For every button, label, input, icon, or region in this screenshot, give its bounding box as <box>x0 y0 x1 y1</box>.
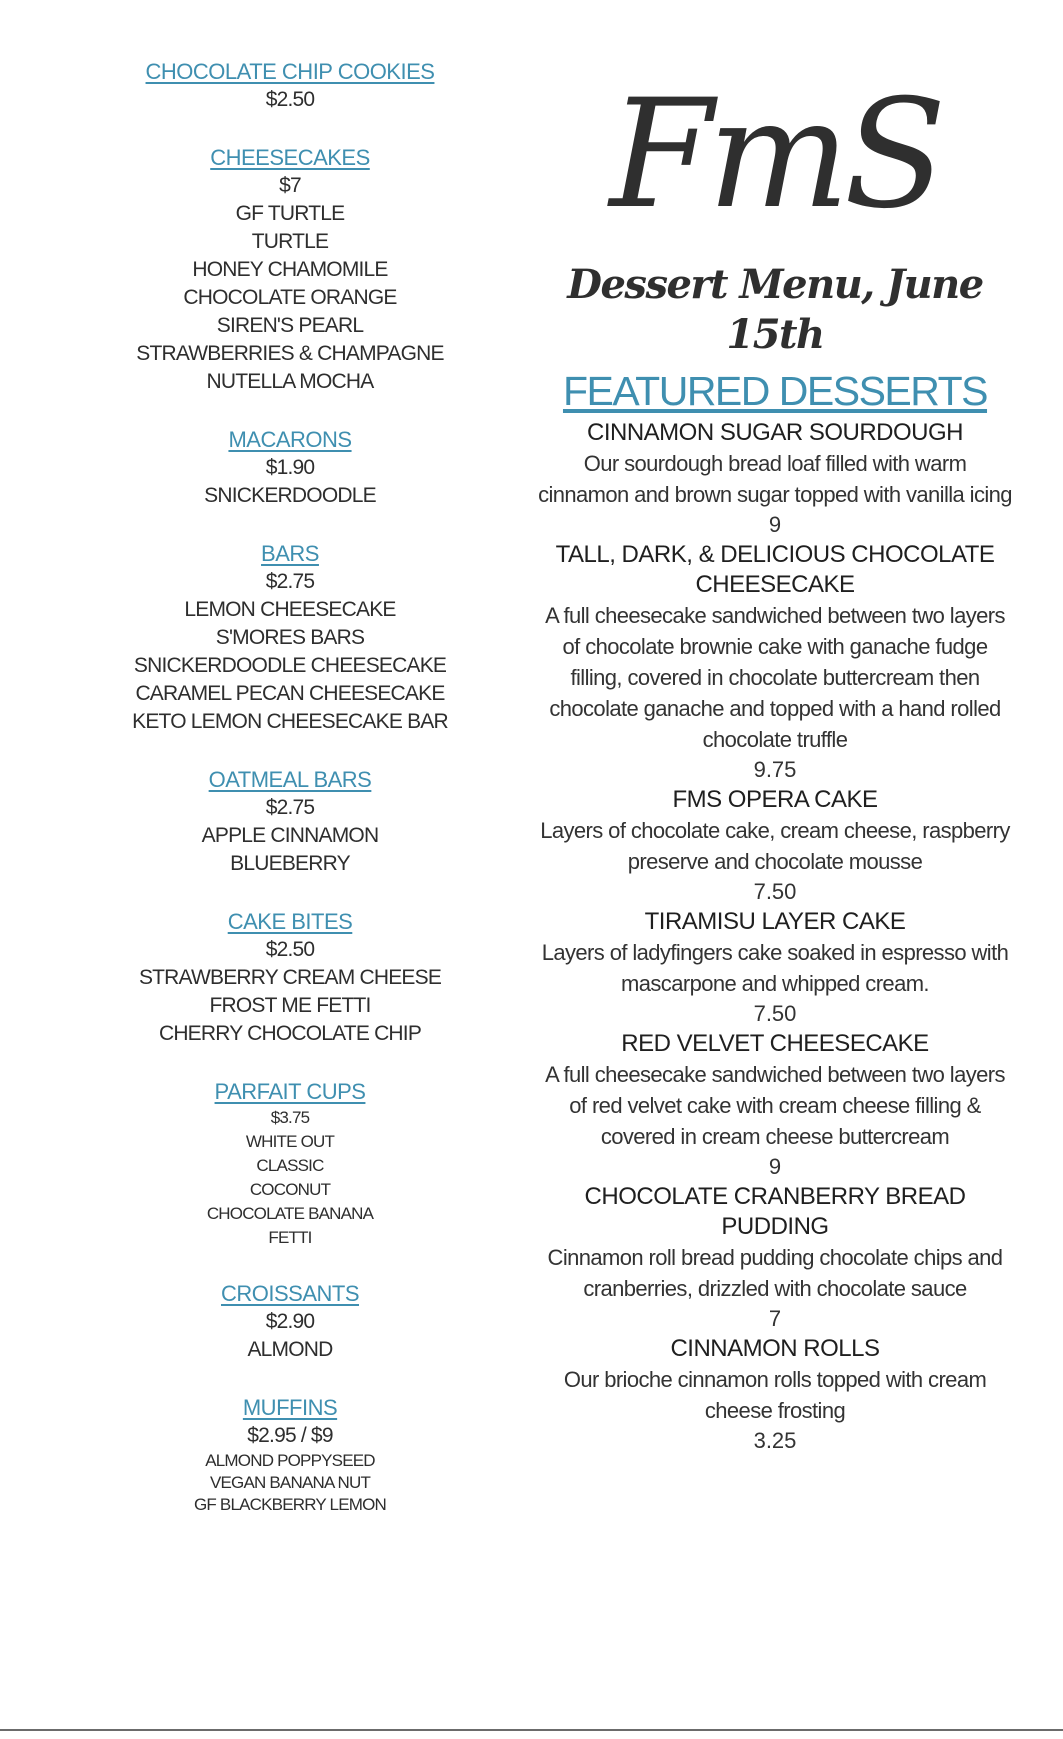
section-item: SIREN'S PEARL <box>216 314 364 337</box>
section-item: ALMOND <box>247 1338 333 1361</box>
section-item: APPLE CINNAMON <box>201 824 379 847</box>
section-item: FROST ME FETTI <box>209 994 371 1017</box>
section-title: CROISSANTS <box>220 1281 360 1306</box>
right-menu-column <box>535 70 1015 1456</box>
section-item: STRAWBERRIES & CHAMPAGNE <box>136 342 444 365</box>
section-item: TURTLE <box>251 230 329 253</box>
section-item: CARAMEL PECAN CHEESECAKE <box>135 682 445 705</box>
section-title: MACARONS <box>228 427 352 452</box>
menu-section <box>100 1394 480 1516</box>
page-bottom-border <box>0 1729 1063 1731</box>
menu-section <box>100 540 480 736</box>
dessert-price: 3.25 <box>753 1428 797 1453</box>
section-item: KETO LEMON CHEESECAKE BAR <box>132 710 448 733</box>
section-item: COCONUT <box>249 1180 331 1199</box>
dessert-description: Cinnamon roll bread pudding chocolate chips and cranberries, drizzled with chocolate sauce <box>547 1245 1003 1301</box>
section-title: CAKE BITES <box>227 909 353 934</box>
section-item: VEGAN BANANA NUT <box>209 1473 371 1492</box>
section-title: CHOCOLATE CHIP COOKIES <box>145 59 435 84</box>
dessert-price: 7.50 <box>753 1001 797 1026</box>
menu-subtitle: Dessert Menu, June 15th <box>567 261 983 358</box>
featured-dessert <box>535 785 1015 907</box>
dessert-description: A full cheesecake sandwiched between two layers of red velvet cake with cream cheese filling & covered in cream cheese buttercream <box>545 1062 1005 1149</box>
section-price: $3.75 <box>270 1108 310 1127</box>
dessert-name: FMS OPERA CAKE <box>672 786 878 813</box>
section-price: $2.50 <box>265 88 315 111</box>
section-item: NUTELLA MOCHA <box>206 370 374 393</box>
menu-section <box>100 908 480 1048</box>
section-price: $2.75 <box>265 570 315 593</box>
section-item: ALMOND POPPYSEED <box>205 1451 375 1470</box>
section-item: GF TURTLE <box>235 202 345 225</box>
featured-desserts-list <box>535 418 1015 1456</box>
featured-dessert <box>535 1182 1015 1334</box>
dessert-description: Our sourdough bread loaf filled with warm cinnamon and brown sugar topped with vanilla icing <box>538 451 1012 507</box>
section-item: S'MORES BARS <box>215 626 365 649</box>
dessert-name: CINNAMON SUGAR SOURDOUGH <box>586 419 964 446</box>
featured-dessert <box>535 1029 1015 1182</box>
dessert-price: 7.50 <box>753 879 797 904</box>
section-title: MUFFINS <box>242 1395 338 1420</box>
dessert-price: 7 <box>768 1306 782 1331</box>
menu-section <box>100 58 480 114</box>
dessert-name: TIRAMISU LAYER CAKE <box>644 908 906 935</box>
section-item: GF BLACKBERRY LEMON <box>193 1495 386 1514</box>
menu-section <box>100 426 480 510</box>
section-item: CHOCOLATE BANANA <box>206 1204 374 1223</box>
menu-section <box>100 1280 480 1364</box>
section-item: CLASSIC <box>256 1156 324 1175</box>
dessert-name: CINNAMON ROLLS <box>670 1335 880 1362</box>
featured-dessert <box>535 418 1015 540</box>
section-title: BARS <box>261 541 319 566</box>
section-item: HONEY CHAMOMILE <box>192 258 388 281</box>
dessert-price: 9 <box>768 512 782 537</box>
dessert-name: TALL, DARK, & DELICIOUS CHOCOLATE CHEESECAKE <box>555 541 995 598</box>
featured-dessert <box>535 540 1015 785</box>
section-title: PARFAIT CUPS <box>214 1079 366 1104</box>
dessert-description: Layers of ladyfingers cake soaked in espresso with mascarpone and whipped cream. <box>541 940 1009 996</box>
dessert-description: Our brioche cinnamon rolls topped with cream cheese frosting <box>563 1367 987 1423</box>
featured-dessert <box>535 907 1015 1029</box>
section-item: STRAWBERRY CREAM CHEESE <box>138 966 442 989</box>
section-price: $2.95 / $9 <box>247 1424 333 1447</box>
fms-logo: FmS <box>609 68 941 242</box>
featured-desserts-heading: FEATURED DESSERTS <box>562 368 988 414</box>
section-price: $1.90 <box>265 456 315 479</box>
dessert-name: CHOCOLATE CRANBERRY BREAD PUDDING <box>584 1183 966 1240</box>
section-title: OATMEAL BARS <box>208 767 372 792</box>
dessert-description: A full cheesecake sandwiched between two layers of chocolate brownie cake with ganache fudge filling, covered in chocolate buttercream then chocolate ganache and topped with a hand rolled chocolate truffle <box>545 603 1005 752</box>
menu-section <box>100 144 480 396</box>
featured-dessert <box>535 1334 1015 1456</box>
section-title: CHEESECAKES <box>210 145 370 170</box>
section-item: SNICKERDOODLE CHEESECAKE <box>133 654 447 677</box>
section-item: SNICKERDOODLE <box>204 484 376 507</box>
section-item: LEMON CHEESECAKE <box>184 598 396 621</box>
section-item: CHERRY CHOCOLATE CHIP <box>158 1022 422 1045</box>
menu-section <box>100 1078 480 1250</box>
dessert-description: Layers of chocolate cake, cream cheese, raspberry preserve and chocolate mousse <box>540 818 1010 874</box>
section-price: $2.75 <box>265 796 315 819</box>
dessert-price: 9 <box>768 1154 782 1179</box>
section-price: $2.90 <box>265 1310 315 1333</box>
section-item: WHITE OUT <box>245 1132 335 1151</box>
dessert-price: 9.75 <box>753 757 797 782</box>
section-price: $2.50 <box>265 938 315 961</box>
section-item: CHOCOLATE ORANGE <box>183 286 397 309</box>
section-price: $7 <box>279 174 301 197</box>
left-menu-column <box>100 58 480 1546</box>
section-item: BLUEBERRY <box>230 852 350 875</box>
menu-section <box>100 766 480 878</box>
section-item: FETTI <box>268 1228 312 1247</box>
dessert-name: RED VELVET CHEESECAKE <box>621 1030 929 1057</box>
